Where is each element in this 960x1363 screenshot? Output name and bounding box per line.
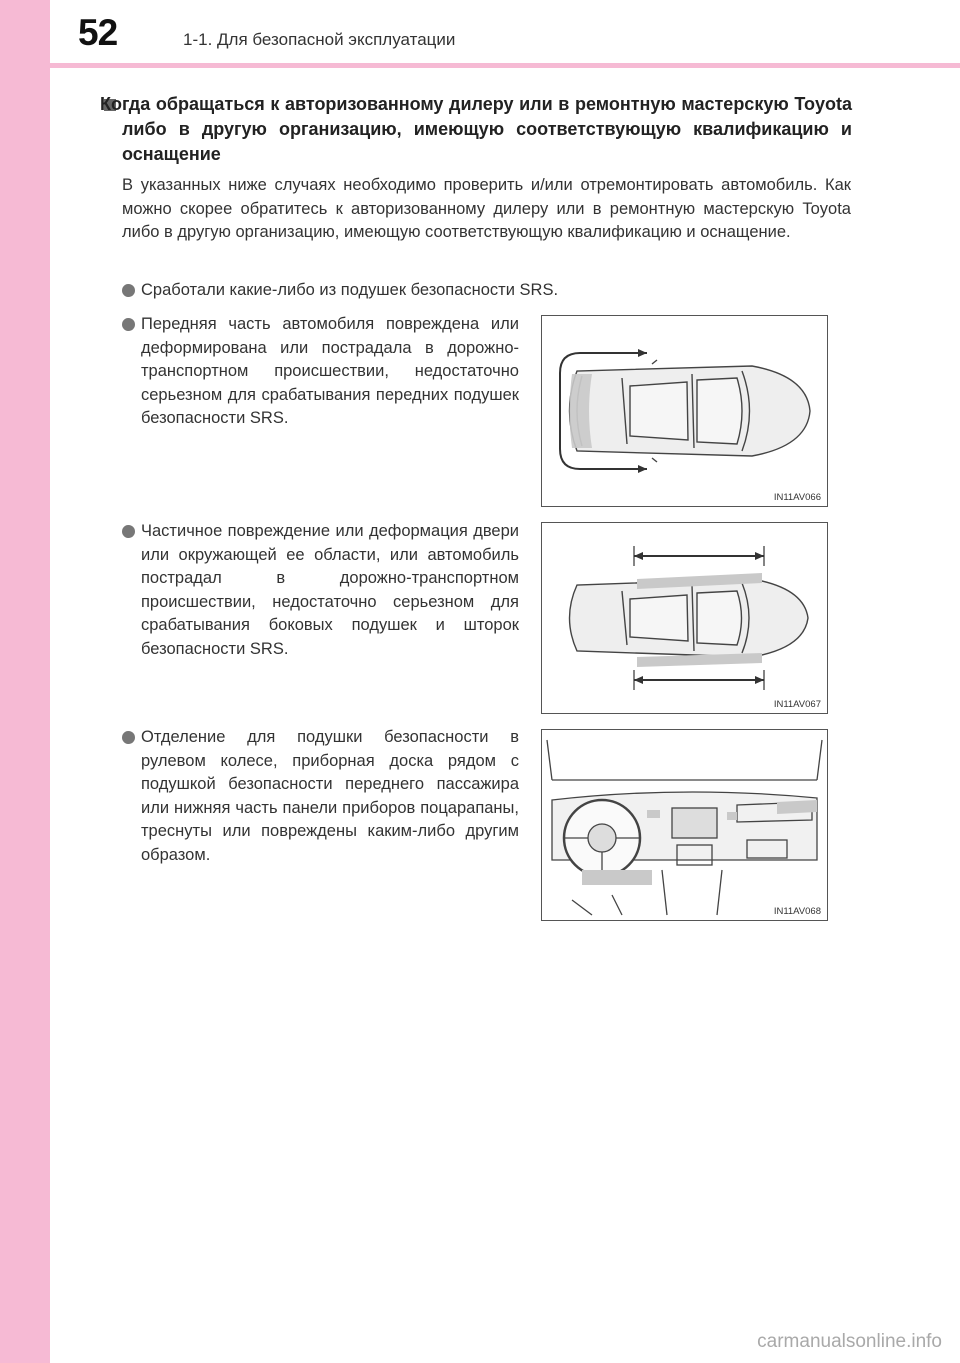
figure-side-damage [541, 522, 828, 714]
bullet-item [141, 726, 519, 867]
bullet-item [141, 279, 861, 303]
intro-paragraph: В указанных ниже случаях необходимо проверить и/или отремонтировать автомобиль. Как можно скорее обратитесь к авторизованному дилеру или в ремонтную мастерскую Toyota либо в другую организацию, имеющую соответствующую квалификацию и оснащение. [122, 176, 851, 241]
heading-text: Когда обращаться к авторизованному дилеру или в ремонтную мастерскую Toyota либо в другую организацию, имеющую соответствующую квалификацию и оснащение [100, 94, 852, 164]
bullet-text: Частичное повреждение или деформация двери или окружающей ее области, или автомобиль пострадал в дорожно-транспортном происшествии, недостаточно серьезном для срабатывания боковых подушек и шторок безопасности SRS. [141, 522, 519, 658]
figure-code: IN11AV067 [773, 699, 821, 710]
bullet-text: Передняя часть автомобиля повреждена или деформирована или пострадала в дорожно-транспортном происшествии, недостаточно серьезном для срабатывания передних подушек безопасности SRS. [141, 315, 519, 427]
section-title: 1-1. Для безопасной эксплуатации [183, 30, 456, 49]
bullet-text: Отделение для подушки безопасности в рулевом колесе, приборная доска рядом с подушкой безопасности переднего пассажира или нижняя часть панели приборов поцарапаны, треснуты или повреждены каким-либо другим образом. [141, 728, 519, 864]
bullet-dot-icon [122, 318, 135, 331]
figure-code: IN11AV068 [773, 906, 821, 917]
figure-front-damage [541, 315, 828, 507]
bullet-item [141, 520, 519, 661]
car-front-damage-icon [542, 316, 827, 506]
page-number: 52 [78, 12, 118, 53]
bullet-dot-icon [122, 284, 135, 297]
section-heading [100, 92, 852, 167]
watermark: carmanualsonline.info [757, 1331, 942, 1352]
bullet-item [141, 313, 519, 431]
bullet-dot-icon [122, 731, 135, 744]
dashboard-interior-icon [542, 730, 827, 920]
sidebar-tab [0, 0, 50, 1363]
bullet-text: Сработали какие-либо из подушек безопасности SRS. [141, 281, 559, 299]
bullet-dot-icon [122, 525, 135, 538]
figure-code: IN11AV066 [773, 492, 821, 503]
header-rule [50, 63, 960, 68]
figure-dashboard [541, 729, 828, 921]
car-side-damage-icon [542, 523, 827, 713]
